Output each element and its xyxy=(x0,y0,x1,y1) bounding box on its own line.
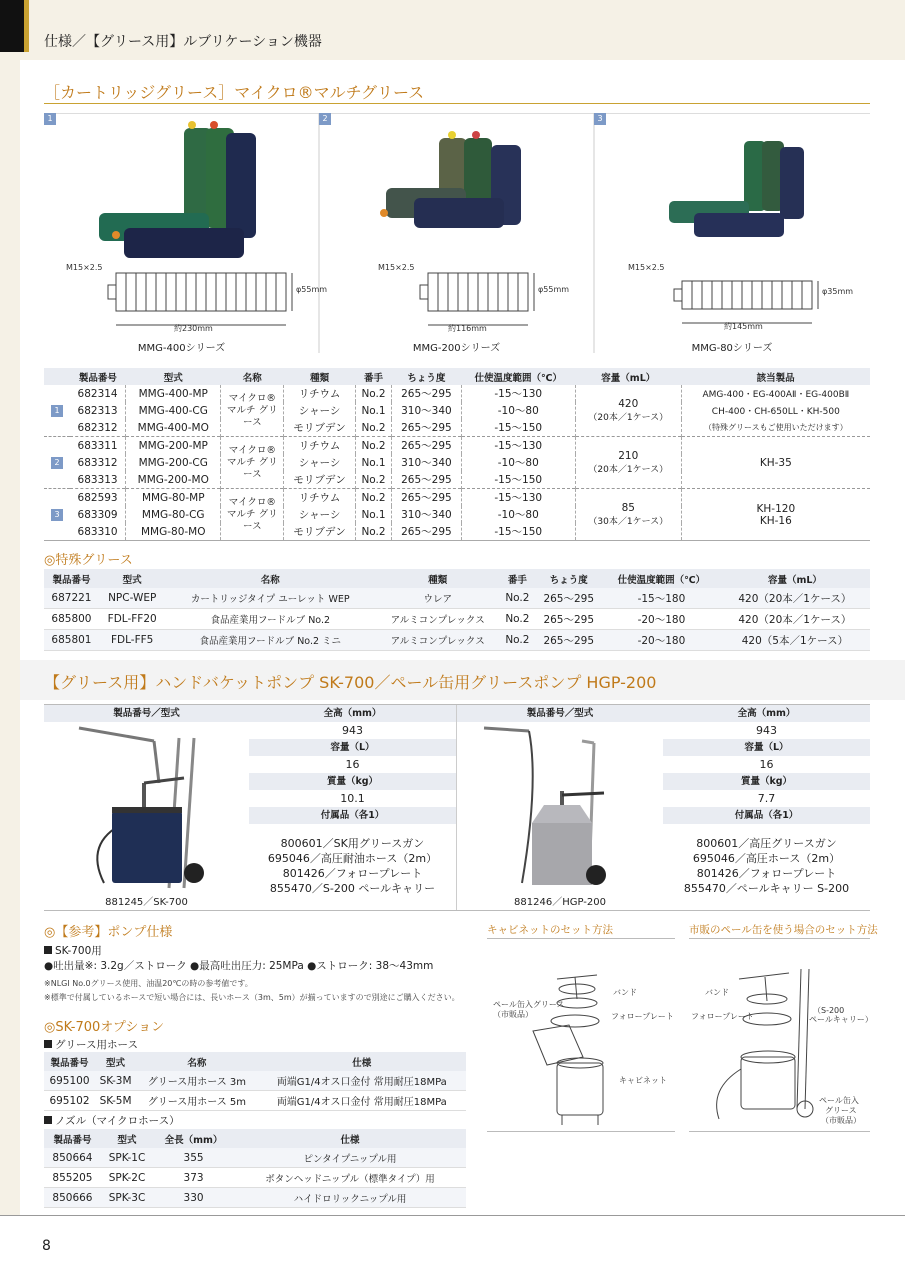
pail-diagram-title: 市販のペール缶を使う場合のセット方法 xyxy=(689,924,878,936)
cabinet-diagram-title: キャビネットのセット方法 xyxy=(487,924,613,936)
product-no: 682312 xyxy=(70,419,126,437)
grease-grade: No.2 xyxy=(355,437,391,455)
product-name: マイクロ® マルチ グリース xyxy=(221,385,284,437)
label-follow-plate: フォロープレート xyxy=(691,1012,754,1021)
product-no: 695100 xyxy=(44,1071,95,1091)
temp-range: -20～180 xyxy=(603,609,720,630)
grease-type: モリブデン xyxy=(284,523,356,541)
product-model: SK-3M xyxy=(95,1071,136,1091)
options-title: ◎SK-700オプション xyxy=(44,1020,165,1035)
header-tab xyxy=(0,0,24,52)
col-header: 型式 xyxy=(95,1052,136,1071)
table-row xyxy=(44,437,870,455)
pump-spec-note-1: ※NLGI No.0グリース使用、油温20℃の時の参考値です。 xyxy=(44,979,253,988)
label-pail: ペール缶入 xyxy=(819,1096,859,1105)
product-no: 855205 xyxy=(44,1168,101,1188)
hose-subtitle xyxy=(44,1037,138,1052)
page-number: 8 xyxy=(42,1238,51,1254)
col-header: 製品番号 xyxy=(44,1052,95,1071)
table-row xyxy=(44,588,870,609)
left-rail xyxy=(0,60,20,1215)
col-header: 仕様 xyxy=(234,1129,466,1148)
dim-thread-3: M15×2.5 xyxy=(628,263,665,272)
accessory-item: 800601／SK用グリースガン xyxy=(280,837,425,850)
group-badge-2: 2 xyxy=(51,457,63,469)
cartridge-table-header xyxy=(44,368,870,385)
capacity-cell xyxy=(575,489,681,541)
series-caption-3: MMG-80シリーズ xyxy=(691,343,773,354)
model-header-1: 製品番号／型式 xyxy=(44,705,249,722)
grease-grade: No.1 xyxy=(355,506,391,523)
capacity: 420（20本／1ケース） xyxy=(720,588,870,609)
section-title-pumps: 【グリース用】ハンドバケットポンプ SK-700／ペール缶用グリースポンプ HGP-200 xyxy=(44,673,657,692)
penetration: 265～295 xyxy=(392,523,461,541)
header-accent xyxy=(24,0,29,52)
col-header: 全長（mm） xyxy=(153,1129,234,1148)
accessory-item: 800601／高圧グリースガン xyxy=(696,837,837,850)
product-spec: 両端G1/4オス口金付 常用耐圧18MPa xyxy=(258,1071,466,1091)
pump-hgp200-illustration xyxy=(474,723,644,893)
grease-grade: No.2 xyxy=(500,630,534,651)
capacity-header-1: 容量（L） xyxy=(249,739,456,756)
label-pail-note: （市販品） xyxy=(821,1116,861,1125)
product-no: 850666 xyxy=(44,1188,101,1208)
capacity-cell xyxy=(575,385,681,437)
grease-type: リチウム xyxy=(284,385,356,402)
capacity: 420（20本／1ケース） xyxy=(720,609,870,630)
product-model: MMG-400-CG xyxy=(126,402,221,419)
capacity-note: （20本／1ケース） xyxy=(588,413,669,423)
grease-type: シャーシ xyxy=(284,402,356,419)
col-header: 容量（mL） xyxy=(720,569,870,588)
label-pail-note: （市販品） xyxy=(493,1010,533,1019)
temp-range: -15～150 xyxy=(461,471,575,489)
col-header: 容量（mL） xyxy=(575,368,681,385)
penetration: 310～340 xyxy=(392,402,461,419)
height-header-1: 全高（mm） xyxy=(249,705,456,722)
mass-value-1: 10.1 xyxy=(340,792,365,805)
label-pail: ペール缶入グリース xyxy=(493,1000,565,1009)
penetration: 265～295 xyxy=(392,489,461,507)
temp-range: -15～180 xyxy=(603,588,720,609)
dim-length-1: 約230mm xyxy=(174,324,213,333)
accessory-item: 855470／S-200 ペールキャリー xyxy=(269,882,436,895)
temp-range: -20～180 xyxy=(603,630,720,651)
grease-grade: No.2 xyxy=(355,471,391,489)
grease-type: アルミコンプレックス xyxy=(375,609,500,630)
table-row xyxy=(44,1168,466,1188)
special-table-header xyxy=(44,569,870,588)
product-model: MMG-80-CG xyxy=(126,506,221,523)
product-name: グリース用ホース 5m xyxy=(136,1091,257,1111)
square-bullet-icon xyxy=(44,1040,52,1048)
cartridge-table xyxy=(44,368,870,541)
grease-type: シャーシ xyxy=(284,454,356,471)
product-model: MMG-400-MO xyxy=(126,419,221,437)
capacity-note: （20本／1ケース） xyxy=(588,465,669,475)
product-model: NPC-WEP xyxy=(99,588,166,609)
series-caption-1: MMG-400シリーズ xyxy=(137,343,226,354)
bellows-drawing-3 xyxy=(674,281,818,323)
pump-spec-block xyxy=(44,704,870,911)
applicable-product-1: KH-120 xyxy=(756,502,796,515)
nozzle-subtitle xyxy=(44,1113,180,1128)
product-no: 850664 xyxy=(44,1148,101,1168)
table-row xyxy=(44,1071,466,1091)
header-bar xyxy=(0,0,905,60)
col-header: 該当製品 xyxy=(681,368,870,385)
cabinet-setup-drawing xyxy=(487,939,675,1131)
product-name: マイクロ® マルチ グリース xyxy=(221,437,284,489)
grease-type: シャーシ xyxy=(284,506,356,523)
mass-value-2: 7.7 xyxy=(757,792,776,805)
height-value-2: 943 xyxy=(756,724,777,737)
grease-type: リチウム xyxy=(284,489,356,507)
temp-range: -10～80 xyxy=(461,402,575,419)
grease-type: アルミコンプレックス xyxy=(375,630,500,651)
nozzle-table-header xyxy=(44,1129,466,1148)
col-header: 型式 xyxy=(101,1129,153,1148)
pump-spec-model-text: SK-700用 xyxy=(55,945,102,957)
label-carrier-note: ペールキャリー） xyxy=(809,1015,873,1024)
bellows-drawing-2 xyxy=(420,273,534,325)
panel-badge-1: 1 xyxy=(44,113,56,125)
temp-range: -15～130 xyxy=(461,437,575,455)
nozzle-subtitle-text: ノズル（マイクロホース） xyxy=(55,1115,180,1127)
product-name: 食品産業用フードルブ No.2 xyxy=(165,609,375,630)
col-header: ちょう度 xyxy=(392,368,461,385)
accessory-header-1: 付属品（各1） xyxy=(249,807,456,824)
hose-table-header xyxy=(44,1052,466,1071)
product-no: 695102 xyxy=(44,1091,95,1111)
accessory-header-2: 付属品（各1） xyxy=(663,807,870,824)
dim-length-3: 約145mm xyxy=(724,322,763,331)
applicable-product-2: KH-16 xyxy=(759,514,792,527)
product-no: 682313 xyxy=(70,402,126,419)
page-header-title: 仕様／【グリース用】ルブリケーション機器 xyxy=(44,34,322,50)
col-header: 名称 xyxy=(221,368,284,385)
label-band: バンド xyxy=(613,988,637,997)
bellows-drawing-1 xyxy=(108,273,292,325)
grease-type: モリブデン xyxy=(284,471,356,489)
product-spec: ピンタイプニップル用 xyxy=(234,1148,466,1168)
spec-bottom-rule xyxy=(44,910,870,911)
penetration: 265～295 xyxy=(534,609,603,630)
product-model: SK-5M xyxy=(95,1091,136,1111)
dim-dia-3: φ35mm xyxy=(822,287,854,296)
product-length: 355 xyxy=(153,1148,234,1168)
accessory-item: 695046／高圧ホース（2m） xyxy=(692,852,841,865)
col-header: 仕使温度範囲（℃） xyxy=(461,368,575,385)
col-header: 名称 xyxy=(165,569,375,588)
product-model: SPK-2C xyxy=(101,1168,153,1188)
col-header: 製品番号 xyxy=(44,569,99,588)
temp-range: -15～150 xyxy=(461,523,575,541)
penetration: 265～295 xyxy=(392,385,461,402)
col-header: 番手 xyxy=(355,368,391,385)
grease-type: モリブデン xyxy=(284,419,356,437)
temp-range: -10～80 xyxy=(461,506,575,523)
accessory-item: 801426／フォロープレート xyxy=(282,867,423,880)
label-carrier: （S-200 xyxy=(813,1006,845,1015)
special-grease-table xyxy=(44,569,870,651)
table-row xyxy=(44,402,870,419)
product-no: 683311 xyxy=(70,437,126,455)
label-cabinet: キャビネット xyxy=(619,1076,667,1085)
col-header: 種類 xyxy=(375,569,500,588)
dim-dia-2: φ55mm xyxy=(538,285,570,294)
temp-range: -15～130 xyxy=(461,385,575,402)
accessory-item: 855470／ペールキャリー S-200 xyxy=(683,882,850,895)
penetration: 310～340 xyxy=(392,506,461,523)
table-row xyxy=(44,1188,466,1208)
product-model: MMG-200-CG xyxy=(126,454,221,471)
capacity-value: 420 xyxy=(618,398,639,410)
product-model: MMG-200-MO xyxy=(126,471,221,489)
product-model: MMG-80-MP xyxy=(126,489,221,507)
capacity: 420（5本／1ケース） xyxy=(720,630,870,651)
penetration: 265～295 xyxy=(392,471,461,489)
group-badge-3: 3 xyxy=(51,509,63,521)
product-model: MMG-80-MO xyxy=(126,523,221,541)
cabinet-diagram xyxy=(487,938,675,1132)
capacity-header-2: 容量（L） xyxy=(663,739,870,756)
capacity-value: 85 xyxy=(621,502,635,514)
table-row xyxy=(44,630,870,651)
mass-header-2: 質量（kg） xyxy=(663,773,870,790)
height-value-1: 943 xyxy=(342,724,363,737)
pump-spec-title: ◎【参考】ポンプ仕様 xyxy=(44,925,173,940)
grease-grade: No.2 xyxy=(500,588,534,609)
section-rule xyxy=(44,103,870,104)
product-spec: 両端G1/4オス口金付 常用耐圧18MPa xyxy=(258,1091,466,1111)
product-spec: ボタンヘッドニップル（標準タイプ）用 xyxy=(234,1168,466,1188)
product-model: SPK-1C xyxy=(101,1148,153,1168)
dim-thread-2: M15×2.5 xyxy=(378,263,415,272)
col-header: 仕使温度範囲（℃） xyxy=(603,569,720,588)
dim-thread-1: M15×2.5 xyxy=(66,263,103,272)
table-row xyxy=(44,489,870,507)
product-model: MMG-200-MP xyxy=(126,437,221,455)
table-row xyxy=(44,385,870,402)
col-header: 名称 xyxy=(136,1052,257,1071)
col-header: 型式 xyxy=(99,569,166,588)
model-header-2: 製品番号／型式 xyxy=(457,705,663,722)
table-row xyxy=(44,609,870,630)
col-header: 番手 xyxy=(500,569,534,588)
group-badge-1: 1 xyxy=(51,405,63,417)
product-model: SPK-3C xyxy=(101,1188,153,1208)
penetration: 310～340 xyxy=(392,454,461,471)
pail-diagram xyxy=(689,938,873,1132)
accessory-item: 801426／フォロープレート xyxy=(696,867,837,880)
cartridge-illustration xyxy=(44,113,870,353)
series-caption-2: MMG-200シリーズ xyxy=(412,343,501,354)
hose-subtitle-text: グリース用ホース xyxy=(55,1039,138,1051)
square-bullet-icon xyxy=(44,946,52,954)
product-model: MMG-400-MP xyxy=(126,385,221,402)
pump-spec-note-2: ※標準で付属しているホースで短い場合には、長いホース（3m、5m）が揃っていますので別途にご購入ください。 xyxy=(44,993,460,1002)
capacity-cell xyxy=(575,437,681,489)
product-name: グリース用ホース 3m xyxy=(136,1071,257,1091)
grease-type: ウレア xyxy=(375,588,500,609)
product-no: 683312 xyxy=(70,454,126,471)
col-header: ちょう度 xyxy=(534,569,603,588)
penetration: 265～295 xyxy=(392,419,461,437)
capacity-value-1: 16 xyxy=(345,758,360,771)
applicable-products: KH-35 xyxy=(681,437,870,489)
special-grease-title: ◎特殊グリース xyxy=(44,553,133,568)
applicable-products: AMG-400・EG-400AⅡ・EG-400BⅡ xyxy=(702,390,850,400)
penetration: 265～295 xyxy=(534,630,603,651)
column-divider xyxy=(456,705,457,911)
col-header: 型式 xyxy=(126,368,221,385)
pump-caption-2: 881246／HGP-200 xyxy=(514,897,606,908)
grease-grade: No.2 xyxy=(355,523,391,541)
product-name: 食品産業用フードルブ No.2 ミニ xyxy=(165,630,375,651)
cartridge-group-3 xyxy=(669,141,804,237)
temp-range: -15～130 xyxy=(461,489,575,507)
product-no: 687221 xyxy=(44,588,99,609)
product-no: 682593 xyxy=(70,489,126,507)
pump-spec-model xyxy=(44,943,102,958)
pump-caption-1: 881245／SK-700 xyxy=(105,897,188,908)
grease-grade: No.1 xyxy=(355,454,391,471)
product-no: 683310 xyxy=(70,523,126,541)
penetration: 265～295 xyxy=(392,437,461,455)
grease-grade: No.1 xyxy=(355,402,391,419)
square-bullet-icon xyxy=(44,1116,52,1124)
table-row xyxy=(44,419,870,437)
grease-grade: No.2 xyxy=(355,419,391,437)
product-name: カートリッジタイプ ユーレット WEP xyxy=(165,588,375,609)
footer-rule xyxy=(0,1215,905,1216)
col-header: 仕様 xyxy=(258,1052,466,1071)
product-spec: ハイドロリックニップル用 xyxy=(234,1188,466,1208)
label-follow-plate: フォロープレート xyxy=(611,1012,674,1021)
dim-dia-1: φ55mm xyxy=(296,285,328,294)
col-header: 製品番号 xyxy=(44,1129,101,1148)
grease-grade: No.2 xyxy=(355,489,391,507)
grease-type: リチウム xyxy=(284,437,356,455)
label-pail-grease: グリース xyxy=(825,1106,857,1115)
penetration: 265～295 xyxy=(534,588,603,609)
accessory-item: 695046／高圧耐油ホース（2m） xyxy=(267,852,438,865)
pump-sk700-illustration xyxy=(64,723,234,893)
product-model: FDL-FF5 xyxy=(99,630,166,651)
product-model: FDL-FF20 xyxy=(99,609,166,630)
product-name: マイクロ® マルチ グリース xyxy=(221,489,284,541)
table-row xyxy=(44,1091,466,1111)
temp-range: -15～150 xyxy=(461,419,575,437)
grease-grade: No.2 xyxy=(355,385,391,402)
capacity-note: （30本／1ケース） xyxy=(588,517,669,527)
panel-badge-3: 3 xyxy=(594,113,606,125)
grease-grade: No.2 xyxy=(500,609,534,630)
applicable-products: （特殊グリースもご使用いただけます） xyxy=(704,423,848,432)
dim-length-2: 約116mm xyxy=(448,324,487,333)
product-length: 330 xyxy=(153,1188,234,1208)
applicable-products xyxy=(681,489,870,541)
cartridge-group-1 xyxy=(99,121,256,258)
cartridge-group-2 xyxy=(380,131,521,228)
product-no: 685800 xyxy=(44,609,99,630)
product-no: 683309 xyxy=(70,506,126,523)
capacity-value-2: 16 xyxy=(759,758,774,771)
pump-spec-line: ●吐出量※: 3.2g／ストローク ●最高吐出圧力: 25MPa ●ストローク: 38～43mm xyxy=(44,960,434,972)
panel-badge-2: 2 xyxy=(319,113,331,125)
product-no: 682314 xyxy=(70,385,126,402)
cartridge-panels xyxy=(44,113,870,353)
col-header: 製品番号 xyxy=(70,368,126,385)
mass-header-1: 質量（kg） xyxy=(249,773,456,790)
product-no: 683313 xyxy=(70,471,126,489)
capacity-value: 210 xyxy=(618,450,639,462)
product-length: 373 xyxy=(153,1168,234,1188)
hose-table xyxy=(44,1052,466,1111)
height-header-2: 全高（mm） xyxy=(663,705,870,722)
nozzle-table xyxy=(44,1129,466,1208)
table-row xyxy=(44,1148,466,1168)
label-band: バンド xyxy=(705,988,729,997)
temp-range: -10～80 xyxy=(461,454,575,471)
applicable-products: CH-400・CH-650LL・KH-500 xyxy=(711,407,840,417)
section-title-cartridge: ［カートリッジグリース］マイクロ®マルチグリース xyxy=(44,83,425,102)
product-no: 685801 xyxy=(44,630,99,651)
col-header: 種類 xyxy=(284,368,356,385)
